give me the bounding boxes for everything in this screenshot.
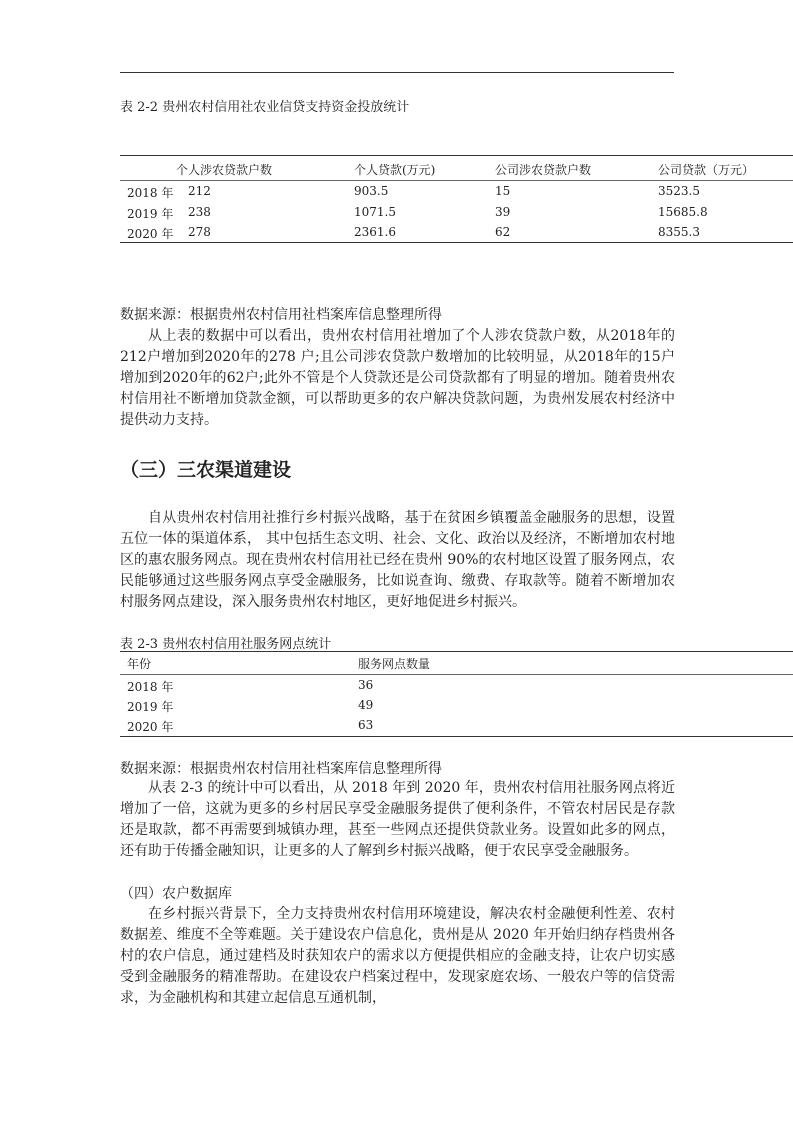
body-paragraph: 从表 2-3 的统计中可以看出，从 2018 年到 2020 年，贵州农村信用社服务网点将近增加了一倍，这就为更多的乡村居民享受金融服务提供了便利条件，不管农村居民是存款还是取款，都不再需要到城镇办理，甚至一些网点还提供贷款业务。设置如此多的网点，还有助于传播金融知识，让更多的人了解到乡村振兴战略，便于农民享受金融服务。	[120, 780, 675, 859]
table-2-2-caption: 表 2-2 贵州农村信用社农业信贷支持资金投放统计	[120, 100, 410, 115]
table-cell: 49	[358, 698, 374, 712]
table-cell: 2361.6	[354, 225, 396, 239]
data-source-note: 数据来源：根据贵州农村信用社档案库信息整理所得	[120, 761, 442, 777]
body-paragraph: 自从贵州农村信用社推行乡村振兴战略，基于在贫困乡镇覆盖金融服务的思想，设置五位一体的渠道体系， 其中包括生态文明、社会、文化、政治以及经济，不断增加农村地区的惠农服务网点。现在贵州农村信用社已经在贵州 90%的农村地区设置了服务网点，农民能够通过这些服务网点享受金融服务，比如说查询、缴费、存取款等。随着不断增加农村服务网点建设，深入服务贵州农村地区，更好地促进乡村振兴。	[120, 510, 675, 610]
table-cell: 3523.5	[658, 184, 700, 198]
table-cell: 1071.5	[354, 205, 396, 219]
table-header-cell: 公司贷款（万元）	[658, 163, 755, 177]
table-cell: 212	[188, 184, 211, 198]
table-cell: 36	[358, 678, 374, 692]
table-header-cell: 服务网点数量	[358, 657, 431, 671]
body-paragraph: 在乡村振兴背景下，全力支持贵州农村信用环境建设，解决农村金融便利性差、农村数据差、维度不全等难题。关于建设农户信息化，贵州是从 2020 年开始归纳存档贵州各村的农户信息，通过建档及时获知农户的需求以方便提供相应的金融支持，让农户切实感受到金融服务的精准帮助。在建设农户档案过程中，发现家庭农场、一般农户等的信贷需求，为金融机构和其建立起信息互通机制，	[120, 906, 675, 1006]
table-header-cell: 个人贷款(万元)	[354, 163, 436, 177]
page-header-rule	[120, 72, 674, 73]
section-heading: （三）三农渠道建设	[120, 459, 292, 481]
table-cell: 903.5	[354, 184, 389, 198]
table-cell: 15	[495, 184, 511, 198]
subsection-heading: （四）农户数据库	[120, 886, 232, 902]
table-cell: 2018 年	[127, 186, 174, 200]
table-cell: 2020 年	[127, 720, 174, 734]
table-header-cell: 年份	[127, 657, 152, 671]
table-bottom-rule	[120, 242, 793, 243]
table-top-rule	[120, 155, 793, 156]
table-cell: 278	[188, 225, 211, 239]
table-bottom-rule	[120, 736, 793, 737]
table-cell: 39	[495, 205, 511, 219]
table-header-cell: 个人涉农贷款户数	[176, 163, 273, 177]
body-paragraph: 从上表的数据中可以看出，贵州农村信用社增加了个人涉农贷款户数，从2018年的212户增加到2020年的278 户;且公司涉农贷款户数增加的比较明显，从2018年的15户增加到2020年的62户;此外不管是个人贷款还是公司贷款都有了明显的增加。随着贵州农村信用社不断增加贷款金额，可以帮助更多的农户解决贷款问题，为贵州发展农村经济中提供动力支持。	[120, 328, 675, 428]
table-cell: 15685.8	[658, 205, 708, 219]
table-header-rule	[120, 674, 793, 675]
table-header-cell: 公司涉农贷款户数	[495, 163, 592, 177]
table-cell: 2020 年	[127, 227, 174, 241]
table-cell: 2019 年	[127, 207, 174, 221]
table-cell: 2018 年	[127, 680, 174, 694]
table-cell: 62	[495, 225, 511, 239]
table-cell: 63	[358, 718, 374, 732]
data-source-note: 数据来源：根据贵州农村信用社档案库信息整理所得	[120, 307, 442, 323]
table-cell: 8355.3	[658, 225, 700, 239]
table-2-3-caption: 表 2-3 贵州农村信用社服务网点统计	[120, 637, 332, 652]
table-top-rule	[120, 651, 793, 652]
table-cell: 238	[188, 205, 211, 219]
table-cell: 2019 年	[127, 700, 174, 714]
table-header-rule	[120, 180, 793, 181]
